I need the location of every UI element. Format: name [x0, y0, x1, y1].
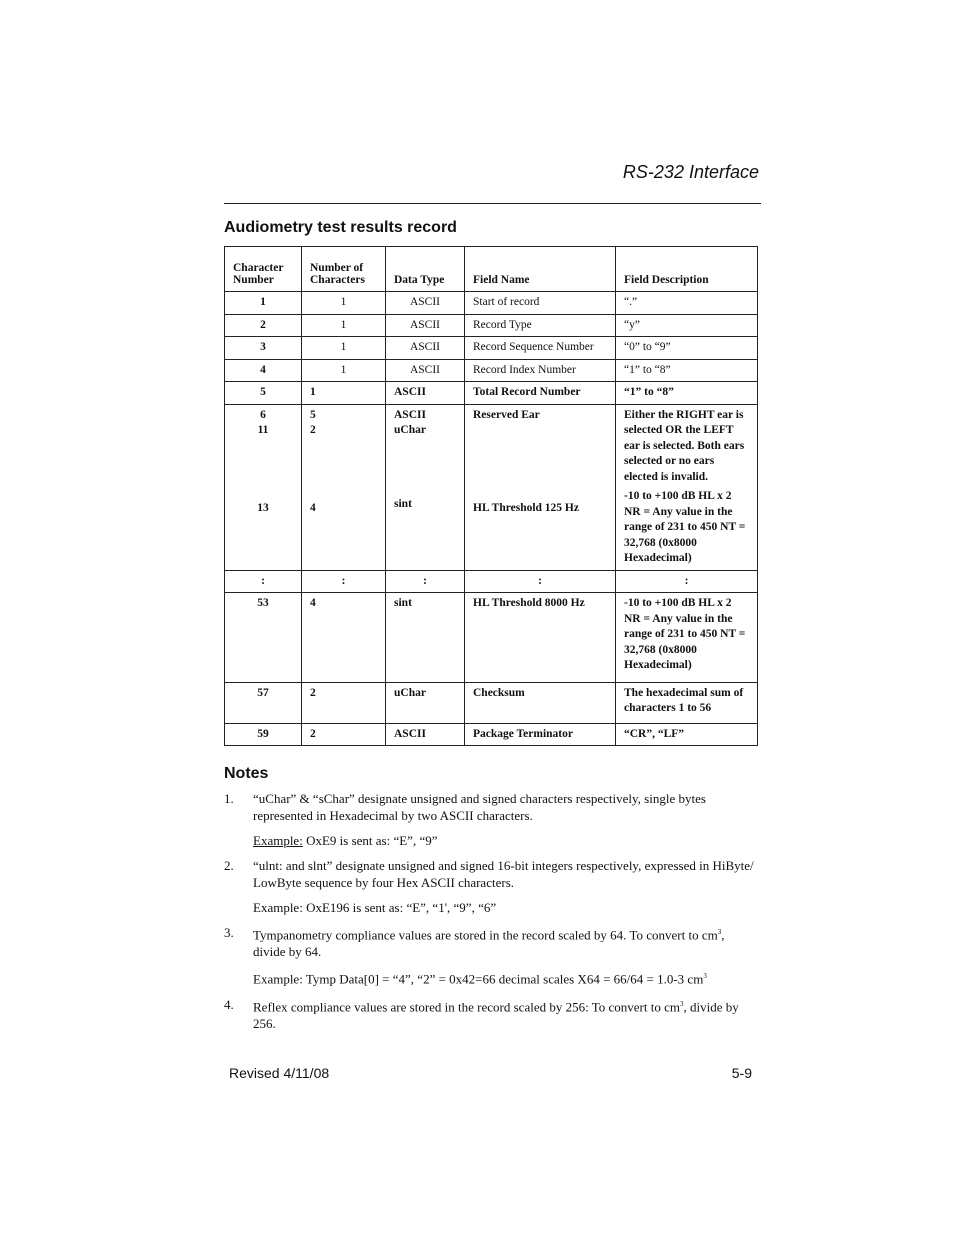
cell-ellipsis: : [465, 570, 616, 593]
superscript: 3 [717, 928, 722, 936]
cell-ellipsis: : [302, 570, 386, 593]
cell-num: 1 [302, 337, 386, 360]
table-row [225, 723, 758, 746]
superscript: 3 [679, 999, 684, 1008]
cell-name [465, 404, 616, 570]
note-item [224, 790, 760, 849]
group-num-2: 2 [310, 424, 316, 436]
example-label: Example: [253, 833, 303, 848]
note-number: 1. [224, 791, 234, 806]
cell-num: 2 [302, 682, 386, 723]
note-text-part: , divide by 256. [253, 998, 739, 1031]
cell-name: HL Threshold 8000 Hz [465, 593, 616, 683]
cell-desc: “CR”, “LF” [616, 723, 758, 746]
cell-char: 3 [225, 337, 302, 360]
cell-num: 1 [302, 382, 386, 405]
cell-char: 4 [225, 359, 302, 382]
note-number: 2. [224, 858, 234, 873]
cell-name: Record Sequence Number [465, 337, 616, 360]
example-text: OxE9 is sent as: “E”, “9” [302, 833, 438, 848]
note-item [224, 996, 760, 1032]
cell-num: 1 [302, 314, 386, 337]
cell-type: ASCII [386, 359, 465, 382]
note-example: Example: OxE196 is sent as: “E”, “1', “9”, “6” [253, 900, 497, 915]
section-title: Audiometry test results record [224, 219, 457, 236]
table-row-group [225, 404, 758, 570]
note-item [224, 857, 760, 916]
cell-type [386, 404, 465, 570]
group-name-2: HL Threshold 125 Hz [473, 502, 579, 514]
table-row [225, 337, 758, 360]
note-text: “ulnt: and slnt” designate unsigned and signed 16-bit integers respectively, expressed in HiByte/ LowByte sequence by four Hex ASCII characters. [253, 858, 754, 890]
notes-title: Notes [224, 765, 269, 782]
cell-num: 4 [302, 593, 386, 683]
group-char-3: 13 [257, 501, 269, 514]
cell-num: 1 [302, 359, 386, 382]
note-text [253, 996, 760, 1032]
group-type-2: uChar [394, 424, 426, 436]
header-character-number: Character Number [225, 247, 302, 292]
cell-type: ASCII [386, 337, 465, 360]
notes-list [224, 790, 760, 1040]
cell-desc: “.” [616, 292, 758, 315]
cell-char: 59 [225, 723, 302, 746]
cell-desc: “0” to “9” [616, 337, 758, 360]
group-char-2: 11 [257, 424, 269, 436]
cell-type: ASCII [386, 292, 465, 315]
note-number: 4. [224, 996, 234, 1012]
table-header-row [225, 247, 758, 292]
cell-name: Checksum [465, 682, 616, 723]
note-text-part: Reflex compliance values are stored in the record scaled by 256: To convert to cm [253, 998, 680, 1014]
cell-ellipsis: : [225, 570, 302, 593]
header-rule [224, 203, 761, 204]
cell-char: 2 [225, 314, 302, 337]
note-example [253, 832, 760, 849]
group-type-1: ASCII [394, 408, 426, 421]
cell-desc: -10 to +100 dB HL x 2 NR = Any value in the range of 231 to 450 NT = 32,768 (0x8000 Hexadecimal) [616, 593, 758, 683]
table-row [225, 359, 758, 382]
table-row [225, 314, 758, 337]
cell-desc: The hexadecimal sum of characters 1 to 56 [616, 682, 758, 723]
cell-name: Record Index Number [465, 359, 616, 382]
record-table [224, 246, 758, 746]
running-header-title: RS-232 Interface [622, 162, 759, 182]
cell-name: Total Record Number [465, 382, 616, 405]
header-number-of-characters: Number of Characters [302, 247, 386, 292]
footer-page-number: 5-9 [731, 1065, 752, 1081]
cell-ellipsis: : [616, 570, 758, 593]
cell-char [225, 404, 302, 570]
note-text-part: , divide by 64. [253, 927, 725, 960]
cell-type: uChar [386, 682, 465, 723]
cell-char: 5 [225, 382, 302, 405]
header-field-name: Field Name [465, 247, 616, 292]
note-text: “uChar” & “sChar” designate unsigned and signed characters respectively, single bytes represented in Hexadecimal by two ASCII characters. [253, 791, 706, 823]
table-row [225, 593, 758, 683]
note-item [224, 924, 760, 988]
cell-name: Start of record [465, 292, 616, 315]
table-row [225, 292, 758, 315]
cell-char: 1 [225, 292, 302, 315]
table-row [225, 382, 758, 405]
cell-desc [616, 404, 758, 570]
footer-revised: Revised 4/11/08 [229, 1065, 330, 1081]
group-num-3: 4 [310, 501, 316, 514]
table-row [225, 682, 758, 723]
cell-type: sint [386, 593, 465, 683]
example-text: Example: Tymp Data[0] = “4”, “2” = 0x42=66 decimal scales X64 = 66/64 = 1.0-3 cm [253, 971, 704, 987]
group-desc-1: Either the RIGHT ear is selected OR the LEFT ear is selected. Both ears selected or no ears elected is invalid. [624, 408, 745, 483]
cell-name: Record Type [465, 314, 616, 337]
cell-name: Package Terminator [465, 723, 616, 746]
group-num-1: 5 [310, 408, 316, 421]
cell-desc: “1” to “8” [616, 382, 758, 405]
group-type-3: sint [394, 497, 412, 510]
cell-ellipsis: : [386, 570, 465, 593]
cell-num: 2 [302, 723, 386, 746]
header-data-type: Data Type [386, 247, 465, 292]
cell-char: 53 [225, 593, 302, 683]
note-example [253, 968, 760, 987]
group-desc-2: -10 to +100 dB HL x 2 NR = Any value in the range of 231 to 450 NT = 32,768 (0x8000 Hexadecimal) [624, 490, 746, 564]
table-row-ellipsis [225, 570, 758, 593]
cell-desc: “y” [616, 314, 758, 337]
note-text-part: Tympanometry compliance values are stored in the record scaled by 64. To convert to cm [253, 927, 718, 943]
cell-type: ASCII [386, 314, 465, 337]
cell-type: ASCII [386, 382, 465, 405]
note-number: 3. [224, 925, 234, 940]
header-field-description: Field Description [616, 247, 758, 292]
cell-desc: “1” to “8” [616, 359, 758, 382]
cell-num [302, 404, 386, 570]
cell-char: 57 [225, 682, 302, 723]
group-char-1: 6 [260, 408, 266, 421]
cell-type: ASCII [386, 723, 465, 746]
note-text [253, 924, 760, 960]
cell-num: 1 [302, 292, 386, 315]
group-name-1: Reserved Ear [473, 408, 540, 421]
superscript: 3 [703, 972, 707, 981]
